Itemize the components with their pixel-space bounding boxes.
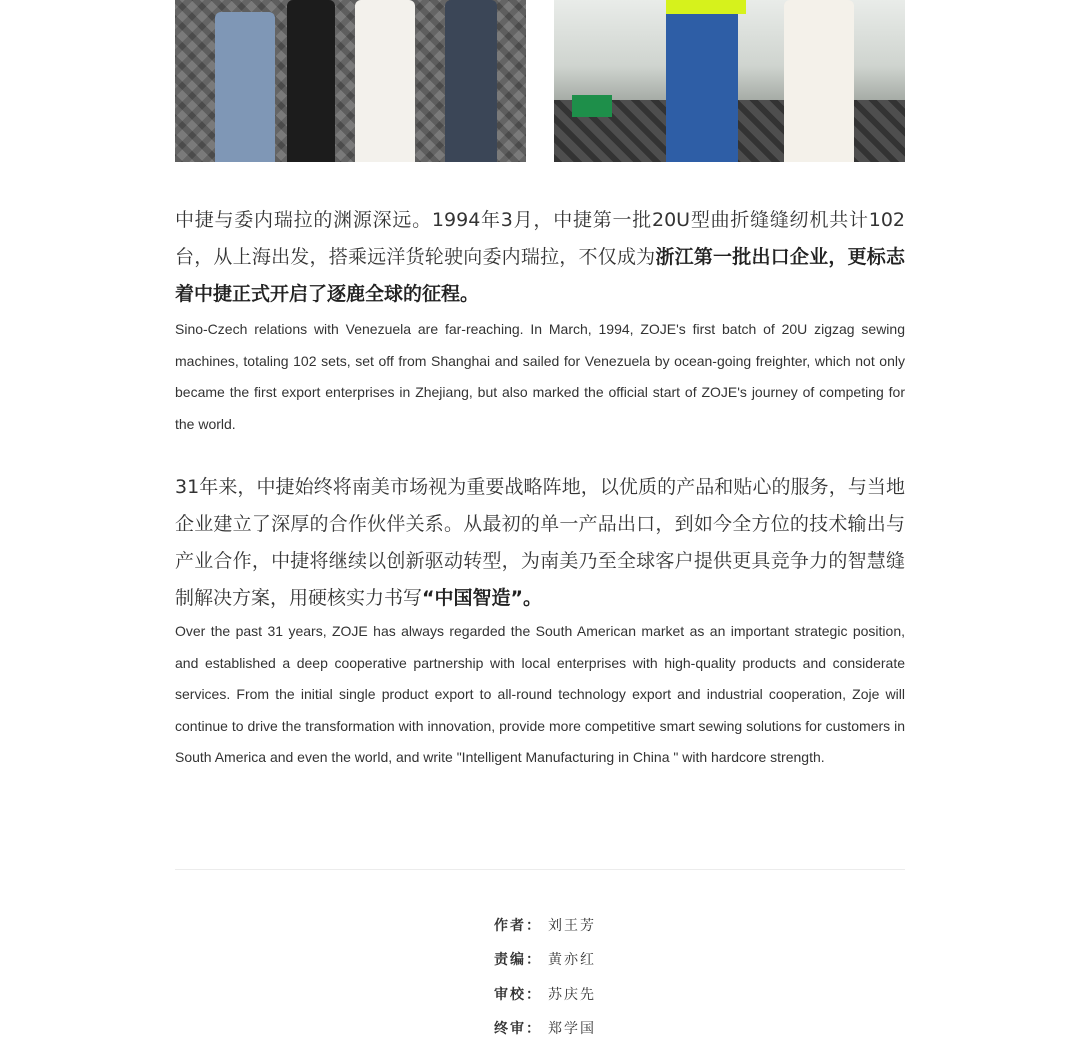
credit-label: 终审： <box>494 1021 542 1037</box>
credit-value: 黄亦红 <box>548 952 596 968</box>
group-photo-right <box>554 0 905 162</box>
credit-editor <box>494 949 596 969</box>
credit-value: 郑学国 <box>548 1021 596 1037</box>
paragraph-2-english: Over the past 31 years, ZOJE has always regarded the South American market as an important strategic position, and established a deep cooperative partnership with local enterprises with high-quality products and considerate services. From the initial single product export to all-round technology export and industrial cooperation, Zoje will continue to drive the transformation with innovation, provide more competitive smart sewing solutions for customers in South America and even the world, and write "Intelligent Manufacturing in China " with hardcore strength. <box>175 623 905 766</box>
credit-author <box>494 915 596 935</box>
paragraph-1-chinese-emphasis: 浙江第一批出口企业，更标志着中捷正式开启了逐鹿全球的征程。 <box>175 246 905 305</box>
credit-proofreader <box>494 984 596 1004</box>
paragraph-1-english: Sino-Czech relations with Venezuela are far-reaching. In March, 1994, ZOJE's first batch of 20U zigzag sewing machines, totaling 102 sets, set off from Shanghai and sailed for Venezuela by ocean-going freighter, which not only became the first export enterprises in Zhejiang, but also marked the official start of ZOJE's journey of competing for the world. <box>175 321 905 432</box>
paragraph-2-chinese-emphasis: “中国智造”。 <box>422 587 542 609</box>
credit-label: 作者： <box>494 918 542 934</box>
credit-value: 刘王芳 <box>548 918 596 934</box>
paragraph-1-chinese: 中捷与委内瑞拉的渊源深远。1994年3月，中捷第一批20U型曲折缝缝纫机共计102台，从上海出发，搭乘远洋货轮驶向委内瑞拉，不仅成为浙江第一批出口企业，更标志着中捷正式开启了逐鹿全球的征程。 <box>175 209 905 305</box>
credit-final-review <box>494 1018 596 1038</box>
credit-label: 审校： <box>494 987 542 1003</box>
paragraph-2-chinese: 31年来，中捷始终将南美市场视为重要战略阵地，以优质的产品和贴心的服务，与当地企业建立了深厚的合作伙伴关系。从最初的单一产品出口，到如今全方位的技术输出与产业合作，中捷将继续以创新驱动转型，为南美乃至全球客户提供更具竞争力的智慧缝制解决方案，用硬核实力书写“中国智造”。 <box>175 476 905 609</box>
group-photo-left <box>175 0 526 162</box>
divider <box>175 869 905 870</box>
credit-value: 苏庆先 <box>548 987 596 1003</box>
photo-row <box>175 0 905 162</box>
credit-label: 责编： <box>494 952 542 968</box>
